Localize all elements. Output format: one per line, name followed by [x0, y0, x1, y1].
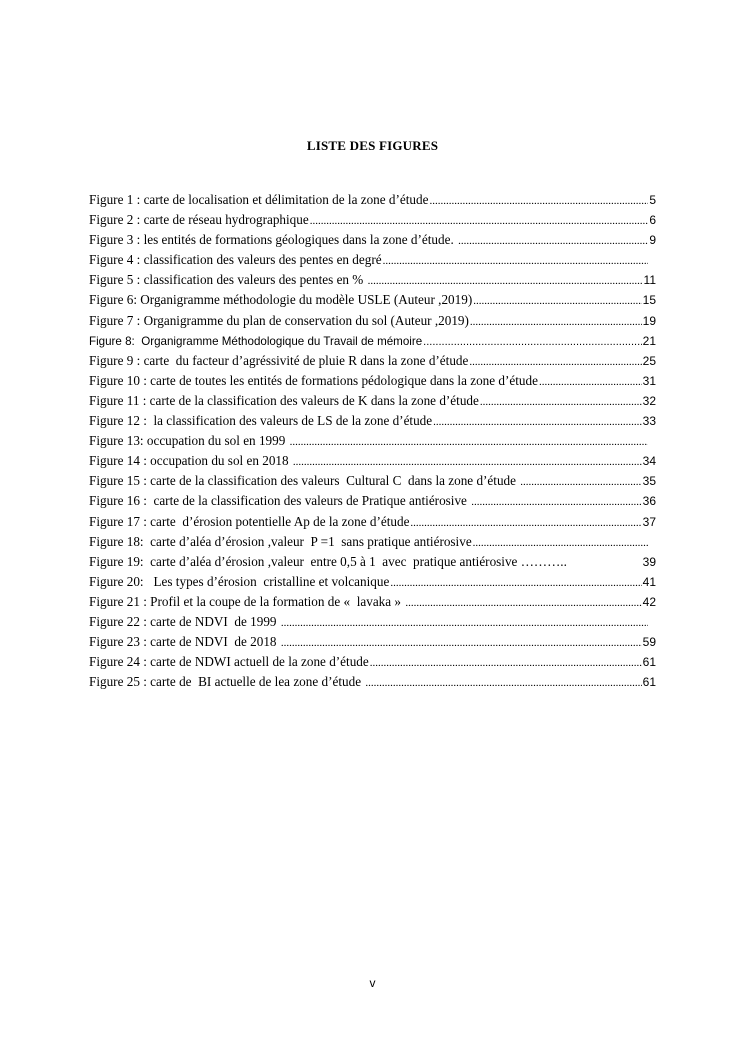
figure-entry-label: Figure 5 : classification des valeurs des pentes en % — [89, 272, 367, 288]
figure-entry-label: Figure 16 : carte de la classification des valeurs de Pratique antiérosive — [89, 493, 471, 509]
figure-entry-page: 36 — [642, 494, 656, 509]
figure-entry-page: 61 — [642, 675, 656, 690]
figure-entry-label: Figure 4 : classification des valeurs des pentes en degré — [89, 252, 382, 268]
page-number: v — [369, 976, 376, 990]
dot-leader — [365, 673, 641, 693]
figure-entry[interactable] — [89, 451, 656, 471]
dot-leader — [290, 432, 648, 452]
figure-entry[interactable] — [89, 250, 656, 270]
figure-entry-label: Figure 21 : Profil et la coupe de la formation de « lavaka » — [89, 593, 405, 609]
dot-leader — [470, 312, 642, 332]
dot-leader — [281, 613, 648, 633]
figure-entry[interactable] — [89, 512, 656, 532]
figure-entry-label: Figure 23 : carte de NDVI de 2018 — [89, 634, 280, 650]
dot-leader — [383, 251, 648, 271]
figure-entry-page: 37 — [642, 514, 656, 529]
figure-entry[interactable] — [89, 612, 656, 632]
figure-entry-label: Figure 3 : les entités de formations géologiques dans la zone d’étude. — [89, 232, 458, 248]
dot-leader — [469, 352, 641, 372]
figure-entry-page: 42 — [642, 594, 656, 609]
figure-entry-label: Figure 15 : carte de la classification des valeurs Cultural C dans la zone d’étude — [89, 473, 520, 489]
figure-entry-label: Figure 11 : carte de la classification des valeurs de K dans la zone d’étude — [89, 392, 479, 408]
figure-entry-label: Figure 7 : Organigramme du plan de conservation du sol (Auteur ,2019) — [89, 312, 469, 328]
figure-entry-label: Figure 25 : carte de BI actuelle de lea zone d’étude — [89, 674, 365, 690]
figure-entry[interactable] — [89, 411, 656, 431]
figure-entry-page: 35 — [642, 474, 656, 489]
dot-leader — [539, 372, 642, 392]
page-title: LISTE DES FIGURES — [306, 138, 439, 153]
dot-leader — [473, 533, 648, 553]
figure-entry[interactable] — [89, 230, 656, 250]
figure-entry[interactable] — [89, 572, 656, 592]
figure-entry[interactable] — [89, 210, 656, 230]
figure-entry-page: 19 — [642, 313, 656, 328]
figure-entry[interactable] — [89, 190, 656, 210]
figure-entry[interactable] — [89, 270, 656, 290]
figure-entry[interactable] — [89, 391, 656, 411]
dot-leader — [473, 291, 641, 311]
figure-entry-page: 34 — [642, 454, 656, 469]
figure-entry[interactable] — [89, 431, 656, 451]
figure-entry-label: Figure 18: carte d’aléa d’érosion ,valeur P =1 sans pratique antiérosive — [89, 533, 472, 549]
figure-entry[interactable] — [89, 652, 656, 672]
dot-leader — [405, 593, 641, 613]
figure-entry-page: 31 — [642, 373, 656, 388]
figure-entry-label: Figure 2 : carte de réseau hydrographique — [89, 212, 309, 228]
dot-leader — [293, 452, 642, 472]
figure-entry-page: 25 — [642, 353, 656, 368]
figure-entry-label: Figure 9 : carte du facteur d’agréssivité de pluie R dans la zone d’étude — [89, 352, 469, 368]
figure-entry-label: Figure 1 : carte de localisation et délimitation de la zone d’étude — [89, 192, 429, 207]
dot-leader — [390, 573, 641, 593]
figure-entry-label: Figure 24 : carte de NDWI actuell de la zone d’étude — [89, 654, 369, 670]
figure-entry-page: 21 — [642, 333, 656, 348]
figure-entry-label: Figure 20: Les types d’érosion cristalline et volcanique — [89, 573, 390, 589]
figure-entry-page: 32 — [642, 393, 656, 408]
figure-entry-page: 11 — [643, 273, 656, 288]
figure-list — [89, 190, 656, 692]
figure-entry[interactable] — [89, 290, 656, 310]
figure-entry-page: 39 — [642, 554, 656, 569]
figure-entry-page: 5 — [649, 193, 656, 207]
figure-entry-label: Figure 8: Organigramme Méthodologique du Travail de mémoire — [89, 334, 423, 348]
dot-leader — [429, 191, 648, 211]
dot-leader — [480, 392, 642, 412]
dot-leader — [368, 271, 643, 291]
figure-entry[interactable] — [89, 471, 656, 491]
figure-entry[interactable] — [89, 552, 656, 572]
figure-entry[interactable] — [89, 351, 656, 371]
figure-entry[interactable] — [89, 592, 656, 612]
figure-entry[interactable] — [89, 331, 656, 351]
figure-entry-page: 41 — [642, 574, 656, 589]
figure-entry[interactable] — [89, 672, 656, 692]
dot-leader — [471, 492, 641, 512]
figure-entry-label: Figure 13: occupation du sol en 1999 — [89, 433, 289, 449]
dot-leader — [433, 412, 642, 432]
figure-entry-page: 59 — [642, 635, 656, 650]
figure-entry-page: 61 — [642, 655, 656, 670]
figure-entry[interactable] — [89, 491, 656, 511]
dot-leader — [410, 513, 641, 533]
dot-leader — [423, 332, 641, 352]
figure-entry-page: 33 — [642, 414, 656, 429]
figure-entry-page: 15 — [642, 293, 656, 308]
dot-leader — [281, 633, 642, 653]
figure-entry-page: 6 — [649, 213, 656, 228]
figure-entry[interactable] — [89, 532, 656, 552]
dot-leader — [370, 653, 642, 673]
figure-entry-label: Figure 19: carte d’aléa d’érosion ,valeur entre 0,5 à 1 avec pratique antiérosive ……….. — [89, 553, 574, 569]
dot-leader — [458, 231, 648, 251]
figure-entry-label: Figure 12 : la classification des valeurs de LS de la zone d’étude — [89, 413, 433, 429]
figure-entry-page: 9 — [649, 233, 656, 248]
dot-leader — [520, 472, 641, 492]
figure-entry-label: Figure 14 : occupation du sol en 2018 — [89, 453, 292, 469]
figure-entry[interactable] — [89, 371, 656, 391]
figure-entry[interactable] — [89, 311, 656, 331]
figure-entry-label: Figure 10 : carte de toutes les entités de formations pédologique dans la zone d’étude — [89, 372, 538, 388]
figure-entry-label: Figure 17 : carte d’érosion potentielle Ap de la zone d’étude — [89, 513, 410, 529]
figure-entry[interactable] — [89, 632, 656, 652]
figure-entry-label: Figure 22 : carte de NDVI de 1999 — [89, 613, 280, 629]
dot-leader — [310, 211, 648, 231]
figure-entry-label: Figure 6: Organigramme méthodologie du modèle USLE (Auteur ,2019) — [89, 292, 473, 308]
